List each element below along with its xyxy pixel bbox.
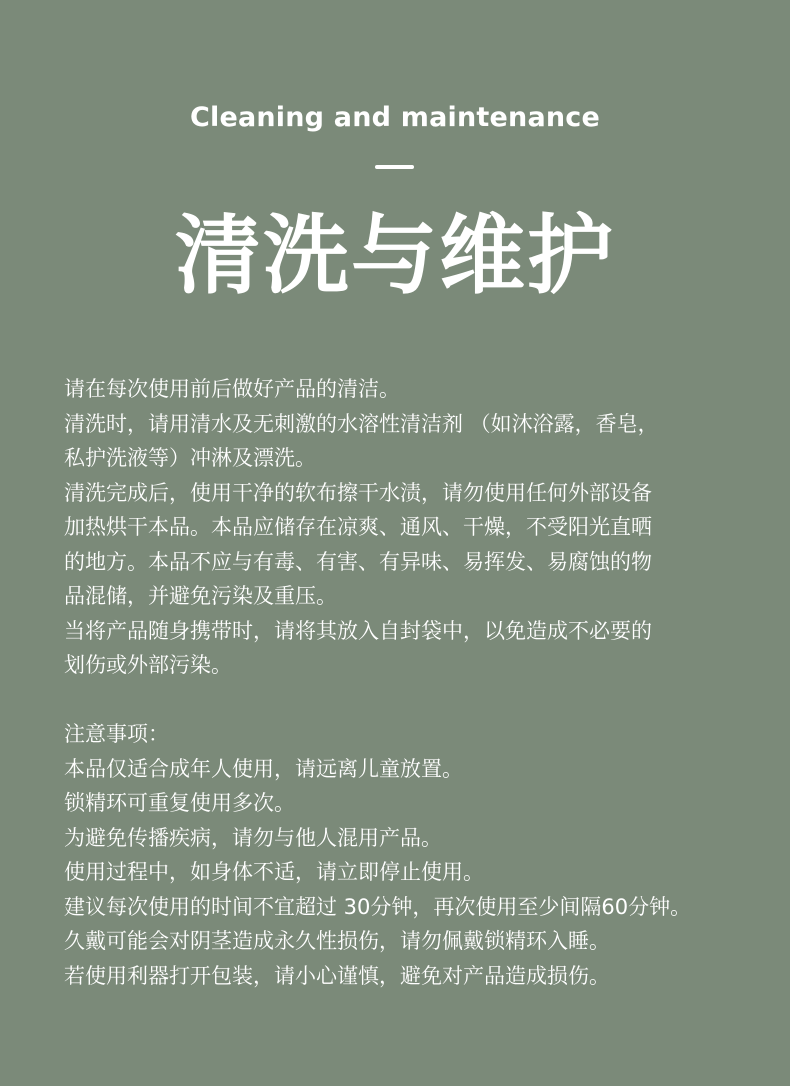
care-line: 品混储，并避免污染及重压。 xyxy=(64,584,337,608)
care-line: 清洗时，请用清水及无刺激的水溶性清洁剂 （如沐浴露，香皂， xyxy=(64,411,659,436)
notice-line: 使用过程中，如身体不适，请立即停止使用。 xyxy=(64,860,484,884)
notice-heading: 注意事项： xyxy=(64,722,169,746)
notice-line: 本品仅适合成年人使用，请远离儿童放置。 xyxy=(64,756,463,781)
instructions-text xyxy=(64,372,764,993)
notice-line: 锁精环可重复使用多次。 xyxy=(64,791,295,815)
english-section-title: Cleaning and maintenance xyxy=(189,102,601,133)
care-line: 当将产品随身携带时，请将其放入自封袋中，以免造成不必要的 xyxy=(64,618,652,643)
section-spacer xyxy=(64,683,764,718)
care-line: 请在每次使用前后做好产品的清洁。 xyxy=(64,377,400,401)
care-line: 加热烘干本品。本品应储存在凉爽、通风、干燥，不受阳光直晒 xyxy=(64,515,652,539)
title-divider xyxy=(375,165,414,169)
notice-line: 为避免传播疾病，请勿与他人混用产品。 xyxy=(64,825,442,850)
care-line: 划伤或外部污染。 xyxy=(64,653,232,677)
notice-line: 若使用利器打开包装，请小心谨慎，避免对产品造成损伤。 xyxy=(64,963,610,988)
care-line: 私护洗液等）冲淋及漂洗。 xyxy=(64,446,316,470)
notice-line: 建议每次使用的时间不宜超过 30分钟，再次使用至少间隔60分钟。 xyxy=(64,894,692,919)
page-title: 清洗与维护 xyxy=(175,206,615,306)
notice-line: 久戴可能会对阴茎造成永久性损伤，请勿佩戴锁精环入睡。 xyxy=(64,929,610,953)
care-line: 的地方。本品不应与有毒、有害、有异味、易挥发、易腐蚀的物 xyxy=(64,549,652,574)
care-line: 清洗完成后，使用干净的软布擦干水渍，请勿使用任何外部设备 xyxy=(64,480,652,505)
